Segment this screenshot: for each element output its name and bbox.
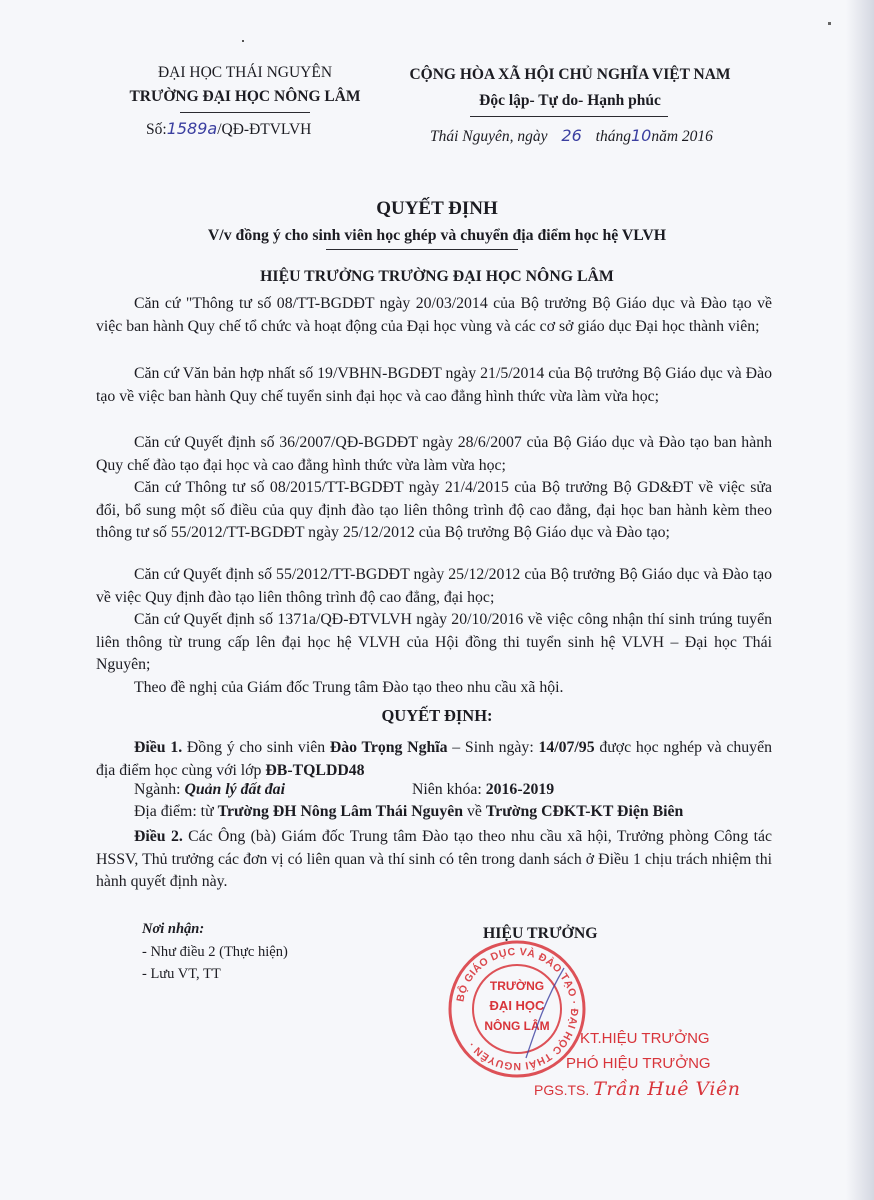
course-line xyxy=(412,781,554,799)
basis-paragraph: Căn cứ Quyết định số 36/2007/QĐ-BGDĐT ngày 28/6/2007 của Bộ Giáo dục và Đào tạo ban hành Quy chế đào tạo đại học và cao đẳng hình thức vừa làm vừa học; xyxy=(96,434,772,474)
decision-heading: QUYẾT ĐỊNH: xyxy=(381,706,493,725)
class-code: ĐB-TQLDD48 xyxy=(265,761,365,779)
article-2-label: Điều 2. xyxy=(134,828,183,845)
paper-speck xyxy=(242,40,244,42)
date-month: 10 xyxy=(630,126,652,145)
motto: Độc lập- Tự do- Hạnh phúc xyxy=(479,92,661,109)
date-prefix: Thái Nguyên, ngày xyxy=(430,128,548,145)
location-line xyxy=(134,803,683,821)
location-from: Trường ĐH Nông Lâm Thái Nguyên xyxy=(217,803,464,820)
number-handwritten: 1589a xyxy=(166,119,218,138)
course-value: 2016-2019 xyxy=(485,781,555,798)
student-dob: 14/07/95 xyxy=(538,739,595,756)
date-day: 26 xyxy=(561,126,582,145)
document-number xyxy=(146,119,311,139)
recipients-heading: Nơi nhận: xyxy=(142,921,205,937)
signature-deputy: PHÓ HIỆU TRƯỞNG xyxy=(566,1055,711,1072)
article-1-text: Đồng ý cho sinh viên xyxy=(182,739,330,756)
basis-paragraph: Căn cứ "Thông tư số 08/TT-BGDĐT ngày 20/03/2014 của Bộ trưởng Bộ Giáo dục và Đào tạo về việc ban hành Quy chế tổ chức và hoạt động của Đại học vùng và các cơ sở giáo dục Đại học thành viên; xyxy=(96,295,772,335)
svg-text:NÔNG LÂM: NÔNG LÂM xyxy=(484,1019,550,1033)
signer-degree: PGS.TS. xyxy=(534,1082,590,1098)
issue-date xyxy=(430,126,713,146)
basis-paragraph: Theo đề nghị của Giám đốc Trung tâm Đào tạo theo nhu cầu xã hội. xyxy=(134,679,564,696)
date-year: năm 2016 xyxy=(651,128,713,145)
subject-underline xyxy=(326,249,518,250)
country-name: CỘNG HÒA XÃ HỘI CHỦ NGHĨA VIỆT NAM xyxy=(409,66,731,83)
scan-edge-shadow xyxy=(846,0,874,1200)
location-to-word: về xyxy=(466,803,482,820)
article-2-text: Các Ông (bà) Giám đốc Trung tâm Đào tạo theo nhu cầu xã hội, Trưởng phòng Công tác HSSV, Thủ trưởng các đơn vị có liên quan và thí sinh có tên trong danh sách ở Điều 1 chịu trách nhiệm thi hành quyết định này. xyxy=(96,828,772,890)
recipient-item: - Lưu VT, TT xyxy=(142,966,221,982)
authority-heading: HIỆU TRƯỞNG TRƯỜNG ĐẠI HỌC NÔNG LÂM xyxy=(260,268,614,285)
school-underline xyxy=(180,112,310,113)
document-title: QUYẾT ĐỊNH xyxy=(376,198,498,219)
number-suffix: /QĐ-ĐTVLVH xyxy=(217,121,312,138)
signer-name: Trần Huê Viên xyxy=(593,1078,741,1100)
basis-paragraph: Căn cứ Quyết định số 1371a/QĐ-ĐTVLVH ngày 20/10/2016 về việc công nhận thí sinh trúng tuyển liên thông từ trung cấp lên đại học hệ VLVH của Hội đồng thi tuyển sinh hệ VLVH – Đại học Thái Nguyên; xyxy=(96,611,772,673)
date-month-word: tháng xyxy=(595,128,631,145)
basis-paragraph: Căn cứ Thông tư số 08/2015/TT-BGDĐT ngày 21/4/2015 của Bộ trưởng Bộ GD&ĐT về việc sửa đổi, bổ sung một số điều của quy định đào tạo liên thông trình độ cao đẳng, đại học ban hành kèm theo thông tư số 55/2012/TT-BGDĐT ngày 25/12/2012 của Bộ trưởng Bộ Giáo dục và Đào tạo; xyxy=(96,479,772,541)
location-label: Địa điểm: từ xyxy=(134,803,214,820)
location-to: Trường CĐKT-KT Điện Biên xyxy=(485,803,684,820)
motto-underline xyxy=(470,116,668,117)
article-2 xyxy=(96,826,772,894)
article-1-text: – Sinh ngày: xyxy=(447,739,539,756)
major-label: Ngành: xyxy=(134,781,181,798)
school-name: TRƯỜNG ĐẠI HỌC NÔNG LÂM xyxy=(129,88,361,105)
signer-line xyxy=(534,1078,740,1100)
svg-text:ĐẠI HỌC: ĐẠI HỌC xyxy=(489,998,545,1013)
document-subject: V/v đồng ý cho sinh viên học ghép và chuyển địa điểm học hệ VLVH xyxy=(207,227,667,244)
signature-kt: KT.HIỆU TRƯỞNG xyxy=(580,1030,710,1047)
course-label: Niên khóa: xyxy=(412,781,482,798)
signature-title: HIỆU TRƯỞNG xyxy=(483,925,598,942)
article-1 xyxy=(96,737,772,782)
article-1-text: được học nghép và chuyển địa điểm học cùng với lớp xyxy=(96,739,772,779)
article-1-label: Điều 1. xyxy=(134,739,183,756)
svg-text:TRƯỜNG: TRƯỜNG xyxy=(489,979,545,993)
major-value: Quản lý đất đai xyxy=(184,781,285,798)
number-prefix: Số: xyxy=(146,121,167,138)
basis-paragraph: Căn cứ Quyết định số 55/2012/TT-BGDĐT ngày 25/12/2012 của Bộ trưởng Bộ Giáo dục và Đào tạo về việc Quy định đào tạo liên thông trình độ cao đẳng, đại học; xyxy=(96,566,772,606)
svg-text:BỘ GIÁO DỤC VÀ ĐÀO TẠO · ĐẠI H: BỘ GIÁO DỤC VÀ ĐÀO TẠO · ĐẠI HỌC THÁI NGUYÊN · xyxy=(454,945,581,1073)
basis-paragraph: Căn cứ Văn bản hợp nhất số 19/VBHN-BGDĐT ngày 21/5/2014 của Bộ trưởng Bộ Giáo dục và Đào tạo về việc ban hành Quy chế tuyển sinh đại học và cao đẳng hình thức vừa làm vừa học; xyxy=(96,365,772,405)
student-name: Đào Trọng Nghĩa xyxy=(329,739,448,756)
recipient-item: - Như điều 2 (Thực hiện) xyxy=(142,944,288,960)
university-name: ĐẠI HỌC THÁI NGUYÊN xyxy=(157,64,333,81)
major-line xyxy=(134,781,285,799)
paper-speck xyxy=(828,22,831,25)
